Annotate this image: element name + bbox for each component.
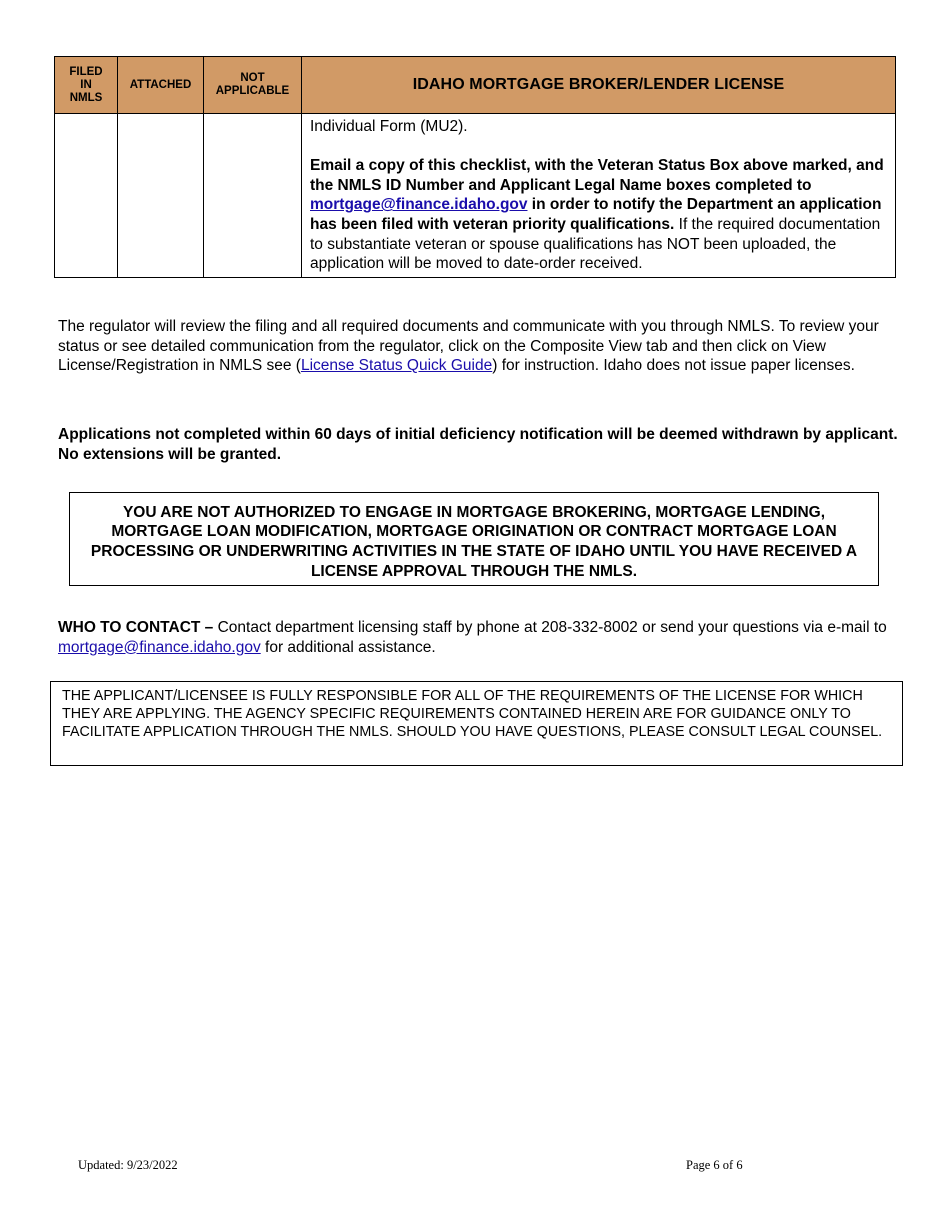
table-header-row — [55, 57, 896, 114]
not-applicable-checkbox-cell[interactable] — [204, 114, 302, 278]
requirement-description — [302, 114, 896, 278]
withdrawal-warning: Applications not completed within 60 days of initial deficiency notification will be deemed withdrawn by applicant. No extensions will be granted. — [58, 426, 898, 463]
email-instructions: Email a copy of this checklist, with the Veteran Status Box above marked, and the NMLS ID Number and Applicant Legal Name boxes completed to mortgage@finance.idaho.gov in order to notify the Department an application has been filed with veteran priority qualifications. If the required documentation to substantiate veteran or spouse qualifications has NOT been uploaded, the application will be moved to date-order received. — [310, 157, 884, 273]
header-not-applicable: NOT APPLICABLE — [204, 57, 302, 114]
footer-updated-date: Updated: 9/23/2022 — [78, 1158, 178, 1172]
table-row — [55, 114, 896, 278]
authorization-notice-box — [69, 492, 879, 586]
header-filed-in-nmls: FILED IN NMLS — [55, 57, 118, 114]
contact-paragraph: WHO TO CONTACT – Contact department licensing staff by phone at 208-332-8002 or send your questions via e-mail to mortgage@finance.idaho.gov for additional assistance. — [58, 619, 887, 656]
header-attached: ATTACHED — [118, 57, 204, 114]
disclaimer-text: THE APPLICANT/LICENSEE IS FULLY RESPONSIBLE FOR ALL OF THE REQUIREMENTS OF THE LICENSE FOR WHICH THEY ARE APPLYING. THE AGENCY SPECIFIC REQUIREMENTS CONTAINED HEREIN ARE FOR GUIDANCE ONLY TO FACILITATE APPLICATION THROUGH THE NMLS. SHOULD YOU HAVE QUESTIONS, PLEASE CONSULT LEGAL COUNSEL. — [62, 688, 883, 740]
footer-page-number: Page 6 of 6 — [686, 1158, 743, 1172]
individual-form-text: Individual Form (MU2). — [310, 118, 468, 135]
contact-label: WHO TO CONTACT – — [58, 619, 214, 636]
license-status-quick-guide-link[interactable]: License Status Quick Guide — [300, 357, 493, 375]
review-paragraph: The regulator will review the filing and all required documents and communicate with you through NMLS. To review your status or see detailed communication from the regulator, click on the Composite View tab and then click on View License/Registration in NMLS see (License Status Quick Guide) for instruction. Idaho does not issue paper licenses. — [58, 318, 879, 375]
license-checklist-table — [54, 56, 896, 278]
header-license-title: IDAHO MORTGAGE BROKER/LENDER LICENSE — [302, 57, 896, 114]
contact-email-link[interactable]: mortgage@finance.idaho.gov — [58, 638, 261, 656]
disclaimer-box — [50, 681, 903, 766]
authorization-notice-text: YOU ARE NOT AUTHORIZED TO ENGAGE IN MORTGAGE BROKERING, MORTGAGE LENDING, MORTGAGE LOAN MODIFICATION, MORTGAGE ORIGINATION OR CONTRACT MORTGAGE LOAN PROCESSING OR UNDERWRITING ACTIVITIES IN THE STATE OF IDAHO UNTIL YOU HAVE RECEIVED A LICENSE APPROVAL THROUGH THE NMLS. — [90, 503, 858, 580]
attached-checkbox-cell[interactable] — [118, 114, 204, 278]
email-link[interactable]: mortgage@finance.idaho.gov — [310, 196, 528, 214]
filed-in-nmls-checkbox-cell[interactable] — [55, 114, 118, 278]
